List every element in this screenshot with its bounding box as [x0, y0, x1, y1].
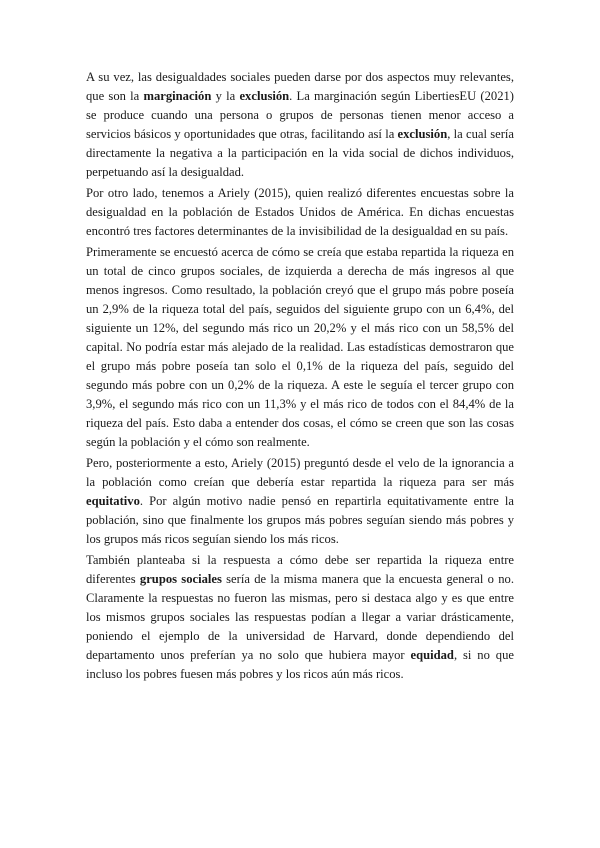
bold-term: grupos sociales [139, 572, 222, 586]
bold-term: marginación [143, 89, 212, 103]
text-run: A su vez, las desigualdades sociales pueden darse por dos aspectos muy relevantes, que son la [86, 70, 514, 103]
paragraph-velo-ignorancia [86, 454, 514, 549]
bold-term: exclusión [397, 127, 448, 141]
text-run: Primeramente se encuestó acerca de cómo se creía que estaba repartida la riqueza en un total de cinco grupos sociales, de izquierda a derecha de más ingresos al que menos ingresos. Como resultado, la población creyó que el grupo más pobre poseía un 2,9% de la riqueza total del país, seguidos del siguiente grupo con un 6,4%, del siguiente un 12%, del segundo más rico un 20,2% y el más rico con un 58,5% del capital. No podría estar más alejado de la realidad. Las estadísticas demostraron que el grupo más pobre poseía tan solo el 0,1% de la riqueza del país, seguido del segundo más pobre con un 0,2% de la riqueza. A este le seguía el tercer grupo con 3,9%, el segundo más rico con un 11,3% y el más rico de todos con el 84,4% de la riqueza del país. Esto daba a entender dos cosas, el cómo se creen que son las cosas según la población y el cómo son realmente. [86, 245, 514, 449]
bold-term: equidad [410, 648, 454, 662]
paragraph-ariely-intro [86, 184, 514, 241]
text-run: , si no que incluso los pobres fuesen más pobres y los ricos aún más ricos. [86, 648, 514, 681]
paragraph-marginacion [86, 68, 514, 182]
bold-term: exclusión [239, 89, 290, 103]
text-run: y la [211, 89, 240, 103]
text-run: sería de la misma manera que la encuesta general o no. Claramente la respuestas no fueron las mismas, pero si destaca algo y es que entre los mismos grupos sociales las respuestas podían a llegar a variar drásticamente, poniendo el ejemplo de la universidad de Harvard, donde dependiendo del departamento unos preferían ya no solo que hubiera mayor [86, 572, 514, 662]
text-run: Pero, posteriormente a esto, Ariely (2015) preguntó desde el velo de la ignorancia a la población como creían que debería estar repartida la riqueza para ser más [86, 456, 514, 489]
text-run: . Por algún motivo nadie pensó en repartirla equitativamente entre la población, sino que finalmente los grupos más pobres seguían siendo más pobres y los grupos más ricos seguían siendo los más ricos. [86, 494, 514, 546]
text-run: Por otro lado, tenemos a Ariely (2015), quien realizó diferentes encuestas sobre la desigualdad en la población de Estados Unidos de América. En dichas encuestas encontró tres factores determinantes de la invisibilidad de la desigualdad en su país. [86, 186, 514, 238]
paragraph-riqueza-distribucion [86, 243, 514, 452]
text-run: También planteaba si la respuesta a cómo debe ser repartida la riqueza entre diferentes [86, 553, 514, 586]
bold-term: equitativo [86, 494, 140, 508]
document-body [86, 68, 514, 684]
text-run: , la cual sería directamente la negativa a la participación en la vida social de dichos individuos, perpetuando así la desigualdad. [86, 127, 514, 179]
text-run: . La marginación según LibertiesEU (2021) se produce cuando una persona o grupos de personas tienen menor acceso a servicios básicos y oportunidades que otras, facilitando así la [86, 89, 514, 141]
paragraph-grupos-sociales [86, 551, 514, 684]
